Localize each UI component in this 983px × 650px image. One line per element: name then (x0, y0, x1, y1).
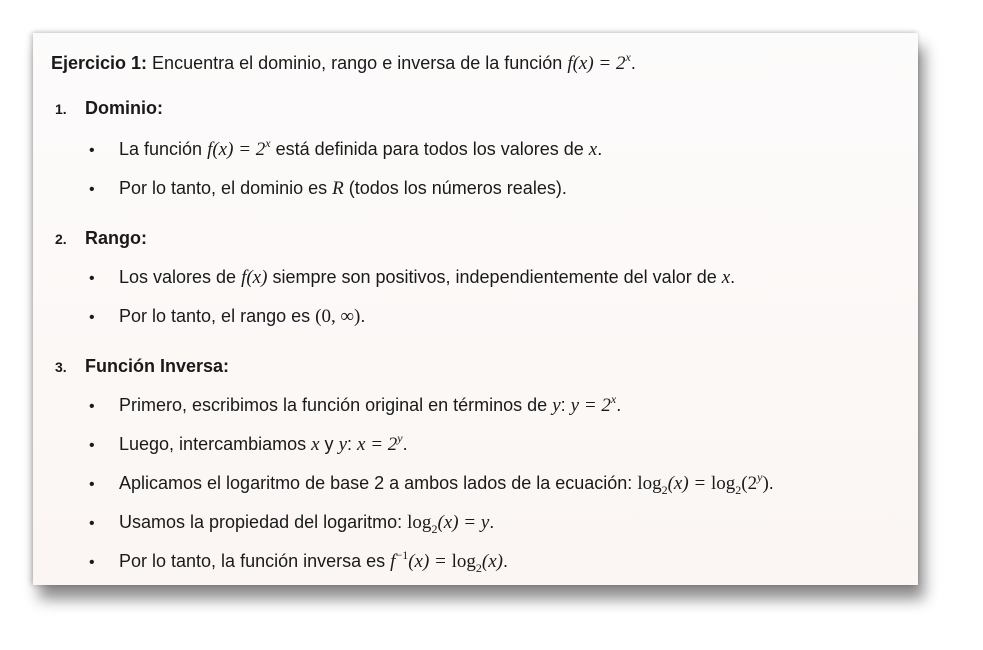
bullet-dot: • (89, 437, 95, 454)
math-exponent: y (397, 431, 403, 445)
log-operator: log (637, 473, 662, 494)
math-base: f(x) = 2 (207, 139, 266, 160)
bullet-dot: • (89, 270, 95, 287)
text: . (597, 139, 603, 159)
list-item (89, 469, 774, 497)
math-text: (x) (481, 551, 504, 572)
inline-math (207, 136, 271, 160)
log-operator: log (451, 551, 476, 572)
inline-math (390, 548, 504, 575)
inline-math: (0, ∞) (315, 306, 361, 327)
list-item (89, 135, 602, 163)
text: Luego, intercambiamos (119, 434, 312, 454)
section-dominio-heading (55, 94, 163, 122)
section-number: 2. (55, 231, 67, 247)
list-item (89, 391, 621, 419)
list-item (89, 302, 365, 330)
section-number: 1. (55, 101, 67, 117)
bullet-dot: • (89, 554, 95, 571)
math-variable: y (338, 434, 347, 455)
text: Aplicamos el logaritmo de base 2 a ambos lados de la ecuación: (119, 473, 638, 493)
exercise-period: . (630, 53, 636, 73)
log-operator: log (407, 512, 432, 533)
math-text: (2 (741, 473, 758, 494)
math-exponent: y (757, 470, 763, 484)
log-base: 2 (431, 522, 438, 536)
text: . (616, 395, 622, 415)
list-item (89, 174, 567, 202)
inline-math (407, 512, 490, 536)
text: Usamos la propiedad del logaritmo: (119, 512, 408, 532)
bullet-dot: • (89, 476, 95, 493)
log-operator: log (711, 473, 736, 494)
section-inversa-heading (55, 352, 229, 380)
math-base: x = 2 (357, 434, 398, 455)
text: : (347, 434, 358, 454)
math-variable: x (311, 434, 320, 455)
text: . (730, 267, 736, 287)
log-base: 2 (661, 483, 668, 497)
bullet-dot: • (89, 142, 95, 159)
bullet-dot: • (89, 181, 95, 198)
function-expression: f(x) = 2 (567, 53, 626, 74)
inline-math: f(x) (241, 267, 268, 288)
math-function: f (390, 551, 396, 572)
section-heading: Función Inversa: (85, 356, 230, 376)
inline-math (357, 431, 403, 455)
exercise-title (51, 49, 636, 77)
bullet-dot: • (89, 398, 95, 415)
math-variable: x (721, 267, 731, 288)
section-heading: Dominio: (85, 98, 163, 118)
math-exponent: −1 (395, 548, 409, 562)
log-base: 2 (735, 483, 742, 497)
math-text: (x) = (408, 551, 452, 572)
text: . (402, 434, 408, 454)
text: . (503, 551, 509, 571)
section-heading: Rango: (85, 228, 147, 248)
list-item (89, 547, 508, 575)
text: . (768, 473, 774, 493)
text: Por lo tanto, la función inversa es (119, 551, 391, 571)
exercise-function (567, 50, 631, 74)
section-number: 3. (55, 359, 67, 375)
text: siempre son positivos, independientemente del valor de (267, 267, 722, 287)
text: . (360, 306, 366, 326)
bullet-dot: • (89, 309, 95, 326)
text: y (319, 434, 339, 454)
log-base: 2 (475, 561, 482, 575)
function-exponent: x (625, 50, 631, 64)
text: . (489, 512, 495, 532)
text: Primero, escribimos la función original en términos de (119, 395, 553, 415)
text: está definida para todos los valores de (270, 139, 589, 159)
text: Por lo tanto, el rango es (119, 306, 316, 326)
math-variable: R (332, 178, 344, 199)
math-exponent: x (610, 392, 617, 406)
text: : (560, 395, 571, 415)
section-rango-heading (55, 224, 147, 252)
exercise-statement: Encuentra el dominio, rango e inversa de la función (147, 53, 568, 73)
list-item (89, 263, 735, 291)
bullet-dot: • (89, 515, 95, 532)
exercise-card (33, 33, 918, 585)
text: Por lo tanto, el dominio es (119, 178, 333, 198)
text: (todos los números reales). (343, 178, 567, 198)
text: Los valores de (119, 267, 242, 287)
inline-math (570, 392, 617, 416)
math-variable: y (552, 395, 561, 416)
math-text: (x) = y (437, 512, 490, 533)
text: La función (119, 139, 208, 159)
math-exponent: x (265, 136, 271, 150)
inline-math (637, 470, 769, 497)
math-text: (x) = (667, 473, 712, 494)
list-item (89, 430, 408, 458)
exercise-label: Ejercicio 1: (51, 53, 148, 73)
math-variable: x (588, 139, 598, 160)
math-text: ) (762, 473, 769, 494)
list-item (89, 508, 494, 536)
math-base: y = 2 (570, 395, 611, 416)
